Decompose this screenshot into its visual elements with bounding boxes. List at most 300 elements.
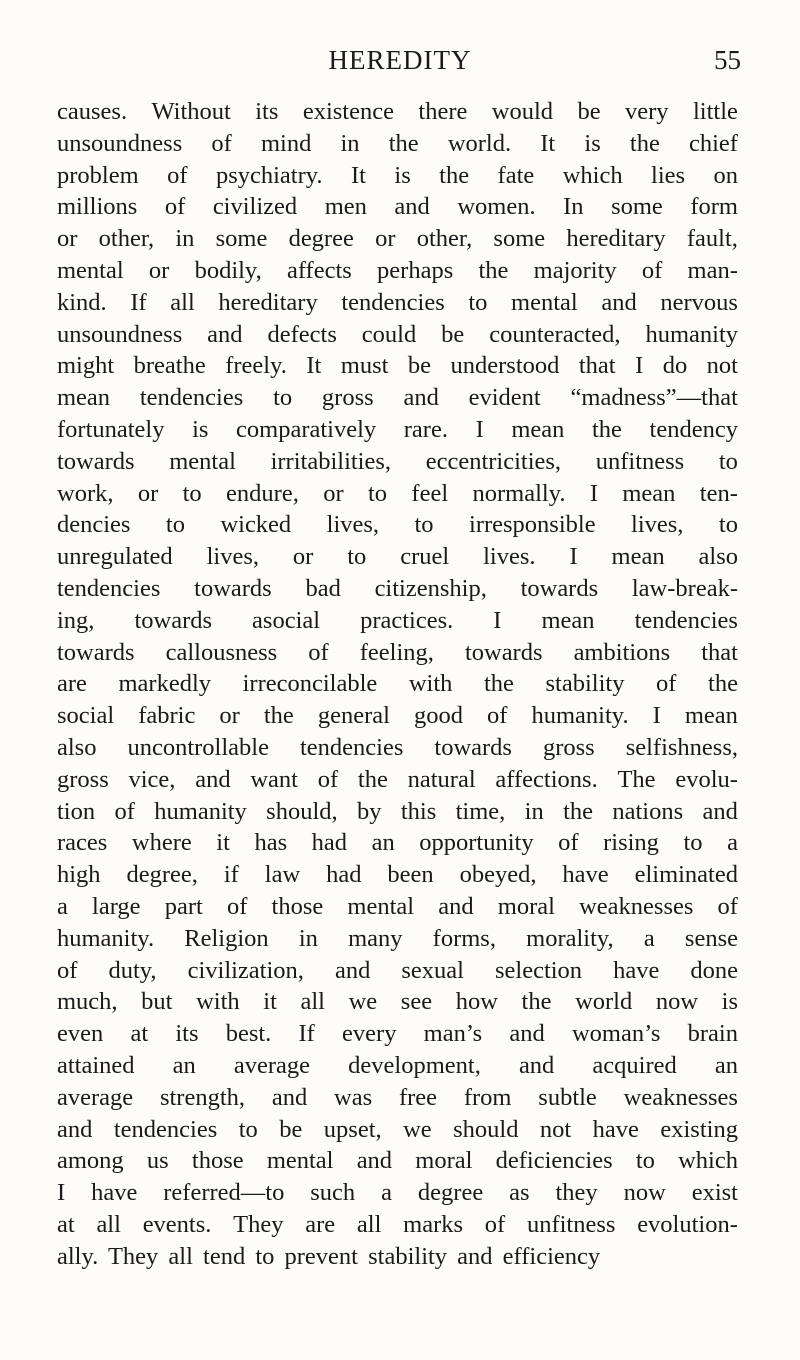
word: us <box>146 1147 169 1175</box>
word: tendencies <box>634 606 738 634</box>
text-line <box>57 1082 738 1114</box>
word: average <box>57 1083 134 1111</box>
word: how <box>455 988 498 1016</box>
word: the <box>521 988 552 1016</box>
word: man- <box>687 256 738 284</box>
word: I <box>652 702 661 730</box>
word: in <box>524 797 544 825</box>
text-line <box>57 541 738 573</box>
word: of <box>317 765 339 793</box>
word: kind. <box>57 288 107 316</box>
word: of <box>484 1210 506 1238</box>
text-line <box>57 1050 738 1082</box>
chapter-title: HEREDITY <box>328 45 472 75</box>
word: world. <box>447 129 512 157</box>
word: civilization, <box>187 956 304 984</box>
text-line <box>57 827 738 859</box>
word: those <box>271 892 324 920</box>
text-line <box>57 573 738 605</box>
word: free <box>398 1083 438 1111</box>
word: tendencies <box>113 1115 218 1143</box>
word: to <box>182 479 202 507</box>
word: of <box>164 193 186 221</box>
word: those <box>191 1147 244 1175</box>
word: vice, <box>128 765 176 793</box>
word: not <box>706 352 738 380</box>
word: of <box>57 956 78 984</box>
word: a <box>381 1179 392 1207</box>
word: nervous <box>660 288 738 316</box>
word: general <box>317 702 390 730</box>
word: gross <box>321 384 374 412</box>
word: its <box>175 1020 199 1048</box>
word: of <box>558 829 579 857</box>
word: development, <box>348 1051 481 1079</box>
word: markedly <box>118 670 212 698</box>
word: which <box>678 1147 738 1175</box>
word: fault, <box>686 225 738 253</box>
word: to <box>683 829 703 857</box>
word: of <box>656 670 677 698</box>
text-line <box>57 1209 738 1241</box>
word: of <box>308 638 329 666</box>
word: unregulated <box>57 543 173 571</box>
word: feeling, <box>359 638 434 666</box>
word: uncontrollable <box>127 733 269 761</box>
word: all <box>300 988 325 1016</box>
word: that <box>578 352 616 380</box>
word: or <box>375 225 396 253</box>
word: Religion <box>184 924 269 952</box>
word: high <box>57 861 101 889</box>
word: an <box>172 1051 196 1079</box>
word: I <box>569 543 578 571</box>
word: at <box>130 1020 149 1048</box>
word: humanity <box>645 320 738 348</box>
word: endure, <box>226 479 299 507</box>
word: to <box>238 1115 258 1143</box>
word: and <box>195 765 231 793</box>
word: to <box>468 288 488 316</box>
word: all <box>356 1210 382 1238</box>
word: to <box>718 447 738 475</box>
word: this <box>400 797 437 825</box>
word: the <box>439 161 470 189</box>
word: is <box>394 161 411 189</box>
word: rising <box>603 829 659 857</box>
word: law-break- <box>631 574 738 602</box>
word: that <box>701 638 738 666</box>
word: millions <box>57 193 138 221</box>
word: existing <box>660 1115 738 1143</box>
word: little <box>692 98 738 125</box>
word: want <box>250 765 298 793</box>
word: If <box>130 288 147 316</box>
word: have <box>613 956 660 984</box>
word: humanity. <box>57 924 155 952</box>
word: counteracted, <box>489 320 621 348</box>
word: opportunity <box>419 829 534 857</box>
word: fate <box>497 161 535 189</box>
word: on <box>713 161 738 189</box>
word: stability <box>545 670 625 698</box>
text-line <box>57 255 738 287</box>
word: tendency <box>649 415 738 443</box>
word: majority <box>533 256 617 284</box>
word: time, <box>455 797 506 825</box>
text-line: ally. They all tend to prevent stability and efficiency <box>57 1242 601 1270</box>
word: by <box>357 797 382 825</box>
word: mean <box>541 606 595 634</box>
word: every <box>342 1020 397 1048</box>
text-line <box>57 128 738 160</box>
word: If <box>298 1020 315 1048</box>
text-line <box>57 859 738 891</box>
word: some <box>493 225 546 253</box>
word: I <box>589 479 599 507</box>
word: or <box>323 479 344 507</box>
word: now <box>655 988 699 1016</box>
word: woman’s <box>571 1020 661 1048</box>
word: brain <box>687 1020 738 1048</box>
word: ten- <box>699 479 738 507</box>
word: I <box>635 352 644 380</box>
word: sexual <box>401 956 464 984</box>
text-line <box>57 223 738 255</box>
word: we <box>348 988 378 1016</box>
word: and <box>509 1020 545 1048</box>
word: selection <box>494 956 583 984</box>
word: acquired <box>592 1051 677 1079</box>
text-line <box>57 287 738 319</box>
word: citizenship, <box>374 574 487 602</box>
word: tendencies <box>57 574 161 602</box>
word: affections. <box>495 765 598 793</box>
word: mind <box>260 129 312 157</box>
word: the <box>563 797 594 825</box>
page-number: 55 <box>714 45 741 75</box>
word: evident <box>468 384 541 412</box>
word: also <box>698 543 738 571</box>
word: It <box>306 352 322 380</box>
word: the <box>478 256 509 284</box>
word: and <box>394 193 430 221</box>
word: moral <box>415 1147 473 1175</box>
text-line <box>57 1018 738 1050</box>
word: and <box>702 797 738 825</box>
word: of <box>167 161 188 189</box>
word: chief <box>688 129 738 157</box>
word: which <box>562 161 623 189</box>
word: The <box>617 765 656 793</box>
word: its <box>255 98 279 125</box>
word: tendencies <box>299 733 404 761</box>
text-line <box>57 955 738 987</box>
word: work, <box>57 479 114 507</box>
word: many <box>348 924 403 952</box>
word: gross <box>57 765 109 793</box>
word: to <box>414 511 434 539</box>
word: towards <box>464 638 543 666</box>
word: should, <box>266 797 338 825</box>
word: or <box>292 543 314 571</box>
word: where <box>131 829 192 857</box>
word: such <box>310 1179 356 1207</box>
word: other, <box>416 225 473 253</box>
word: tendencies <box>341 288 445 316</box>
text-line <box>57 1114 738 1146</box>
word: existence <box>302 98 394 125</box>
word: the <box>484 670 514 698</box>
word: might <box>57 352 115 380</box>
word: some <box>215 225 268 253</box>
word: a <box>727 829 738 857</box>
text-line <box>57 160 738 192</box>
word: have <box>562 861 609 889</box>
word: evolu- <box>675 765 738 793</box>
word: affects <box>286 256 352 284</box>
word: of <box>717 892 738 920</box>
word: at <box>57 1210 75 1238</box>
text-line <box>57 350 738 382</box>
word: Without <box>151 98 231 125</box>
word: morality, <box>526 924 614 952</box>
word: law <box>264 861 301 889</box>
word: to <box>273 384 293 412</box>
word: in <box>298 924 318 952</box>
word: women. <box>457 193 536 221</box>
word: deficiencies <box>495 1147 613 1175</box>
text-line <box>57 605 738 637</box>
text-line <box>57 319 738 351</box>
word: causes. <box>57 98 128 125</box>
word: the <box>591 415 622 443</box>
word: but <box>141 988 173 1016</box>
word: also <box>57 733 97 761</box>
word: humanity. <box>531 702 629 730</box>
text-line <box>57 414 738 446</box>
word: obeyed, <box>459 861 537 889</box>
word: degree, <box>126 861 198 889</box>
text-line <box>57 96 738 128</box>
word: from <box>463 1083 512 1111</box>
word: exist <box>691 1179 738 1207</box>
word: humanity <box>154 797 247 825</box>
word: mean <box>622 479 676 507</box>
word: mental <box>347 892 415 920</box>
word: towards <box>57 638 135 666</box>
word: events. <box>142 1210 212 1238</box>
word: social <box>57 702 115 730</box>
word: not <box>539 1115 572 1143</box>
text-line <box>57 1177 738 1209</box>
text-line <box>57 191 738 223</box>
text-line <box>57 1145 738 1177</box>
word: to <box>367 479 388 507</box>
word: they <box>555 1179 598 1207</box>
word: gross <box>542 733 595 761</box>
word: dencies <box>57 511 131 539</box>
word: had <box>326 861 362 889</box>
word: referred—to <box>163 1179 285 1207</box>
word: the <box>357 765 388 793</box>
word: bad <box>305 574 341 602</box>
word: to <box>718 511 738 539</box>
word: towards <box>134 606 213 634</box>
word: callousness <box>165 638 278 666</box>
word: we <box>403 1115 432 1143</box>
word: evolution- <box>637 1210 738 1238</box>
word: mean <box>57 384 111 412</box>
word: form <box>690 193 738 221</box>
word: unsoundness <box>57 129 183 157</box>
word: be <box>577 98 601 125</box>
word: strength, <box>159 1083 246 1111</box>
word: mean <box>684 702 738 730</box>
word: weaknesses <box>623 1083 738 1111</box>
word: be <box>407 352 432 380</box>
word: subtle <box>538 1083 597 1111</box>
word: do <box>662 352 688 380</box>
word: must <box>340 352 389 380</box>
word: rare. <box>403 415 448 443</box>
word: all <box>170 288 195 316</box>
word: the <box>388 129 419 157</box>
word: hereditary <box>218 288 318 316</box>
word: are <box>57 670 87 698</box>
word: of <box>114 797 135 825</box>
word: mental <box>511 288 578 316</box>
word: a <box>57 892 68 920</box>
word: is <box>192 415 209 443</box>
word: and <box>334 956 371 984</box>
word: as <box>509 1179 530 1207</box>
word: see <box>400 988 433 1016</box>
word: degree <box>417 1179 484 1207</box>
word: tendencies <box>139 384 244 412</box>
word: It <box>540 129 556 157</box>
text-line <box>57 637 738 669</box>
word: all <box>96 1210 121 1238</box>
word: defects <box>267 320 337 348</box>
text-line <box>57 732 738 764</box>
text-line <box>57 796 738 828</box>
word: mental <box>266 1147 334 1175</box>
word: feel <box>411 479 449 507</box>
word: weaknesses <box>579 892 694 920</box>
word: moral <box>497 892 555 920</box>
word: some <box>611 193 663 221</box>
word: towards <box>434 733 512 761</box>
word: is <box>584 129 601 157</box>
word: upset, <box>323 1115 382 1143</box>
text-line <box>57 478 738 510</box>
word: nations <box>612 797 684 825</box>
word: could <box>361 320 417 348</box>
word: eliminated <box>634 861 738 889</box>
word: has <box>254 829 288 857</box>
word: breathe <box>133 352 206 380</box>
word: lies <box>651 161 686 189</box>
word: freely. <box>225 352 287 380</box>
word: an <box>714 1051 738 1079</box>
word: wicked <box>220 511 292 539</box>
word: and <box>57 1115 93 1143</box>
word: it <box>216 829 230 857</box>
word: or <box>137 479 159 507</box>
word: duty, <box>108 956 157 984</box>
word: races <box>57 829 108 857</box>
word: and <box>271 1083 308 1111</box>
word: bodily, <box>194 256 262 284</box>
word: selfishness, <box>625 733 738 761</box>
word: natural <box>407 765 476 793</box>
word: in <box>340 129 360 157</box>
word: I <box>475 415 484 443</box>
word: forms, <box>432 924 496 952</box>
word: the <box>629 129 660 157</box>
word: or <box>148 256 170 284</box>
word: hereditary <box>566 225 666 253</box>
word: had <box>311 829 348 857</box>
word: done <box>690 956 738 984</box>
word: been <box>387 861 434 889</box>
word: irritabilities, <box>270 447 392 475</box>
word: part <box>164 892 203 920</box>
word: have <box>91 1179 138 1207</box>
word: the <box>708 670 738 698</box>
word: to <box>347 543 367 571</box>
word: large <box>92 892 141 920</box>
word: a <box>643 924 655 952</box>
word: in <box>175 225 195 253</box>
word: much, <box>57 988 118 1016</box>
word: should <box>453 1115 519 1143</box>
text-line <box>57 986 738 1018</box>
word: understood <box>450 352 560 380</box>
word: attained <box>57 1051 135 1079</box>
word: problem <box>57 161 139 189</box>
word: lives, <box>206 543 259 571</box>
word: to <box>635 1147 655 1175</box>
word: average <box>233 1051 311 1079</box>
word: towards <box>520 574 599 602</box>
word: would <box>491 98 554 125</box>
text-line <box>57 382 738 414</box>
word: civilized <box>212 193 298 221</box>
word: there <box>418 98 468 125</box>
word: best. <box>225 1020 272 1048</box>
word: world <box>575 988 633 1016</box>
text-line <box>57 764 738 796</box>
word: very <box>625 98 669 125</box>
word: an <box>371 829 395 857</box>
word: have <box>592 1115 639 1143</box>
word: even <box>57 1020 104 1048</box>
word: and <box>356 1147 393 1175</box>
word: fortunately <box>57 415 165 443</box>
word: was <box>334 1083 373 1111</box>
word: now <box>623 1179 666 1207</box>
word: of <box>641 256 663 284</box>
word: towards <box>57 447 135 475</box>
text-line <box>57 446 738 478</box>
text-line <box>57 509 738 541</box>
word: unfitness <box>595 447 685 475</box>
word: are <box>305 1210 336 1238</box>
word: mean <box>511 415 565 443</box>
word: I <box>493 606 502 634</box>
